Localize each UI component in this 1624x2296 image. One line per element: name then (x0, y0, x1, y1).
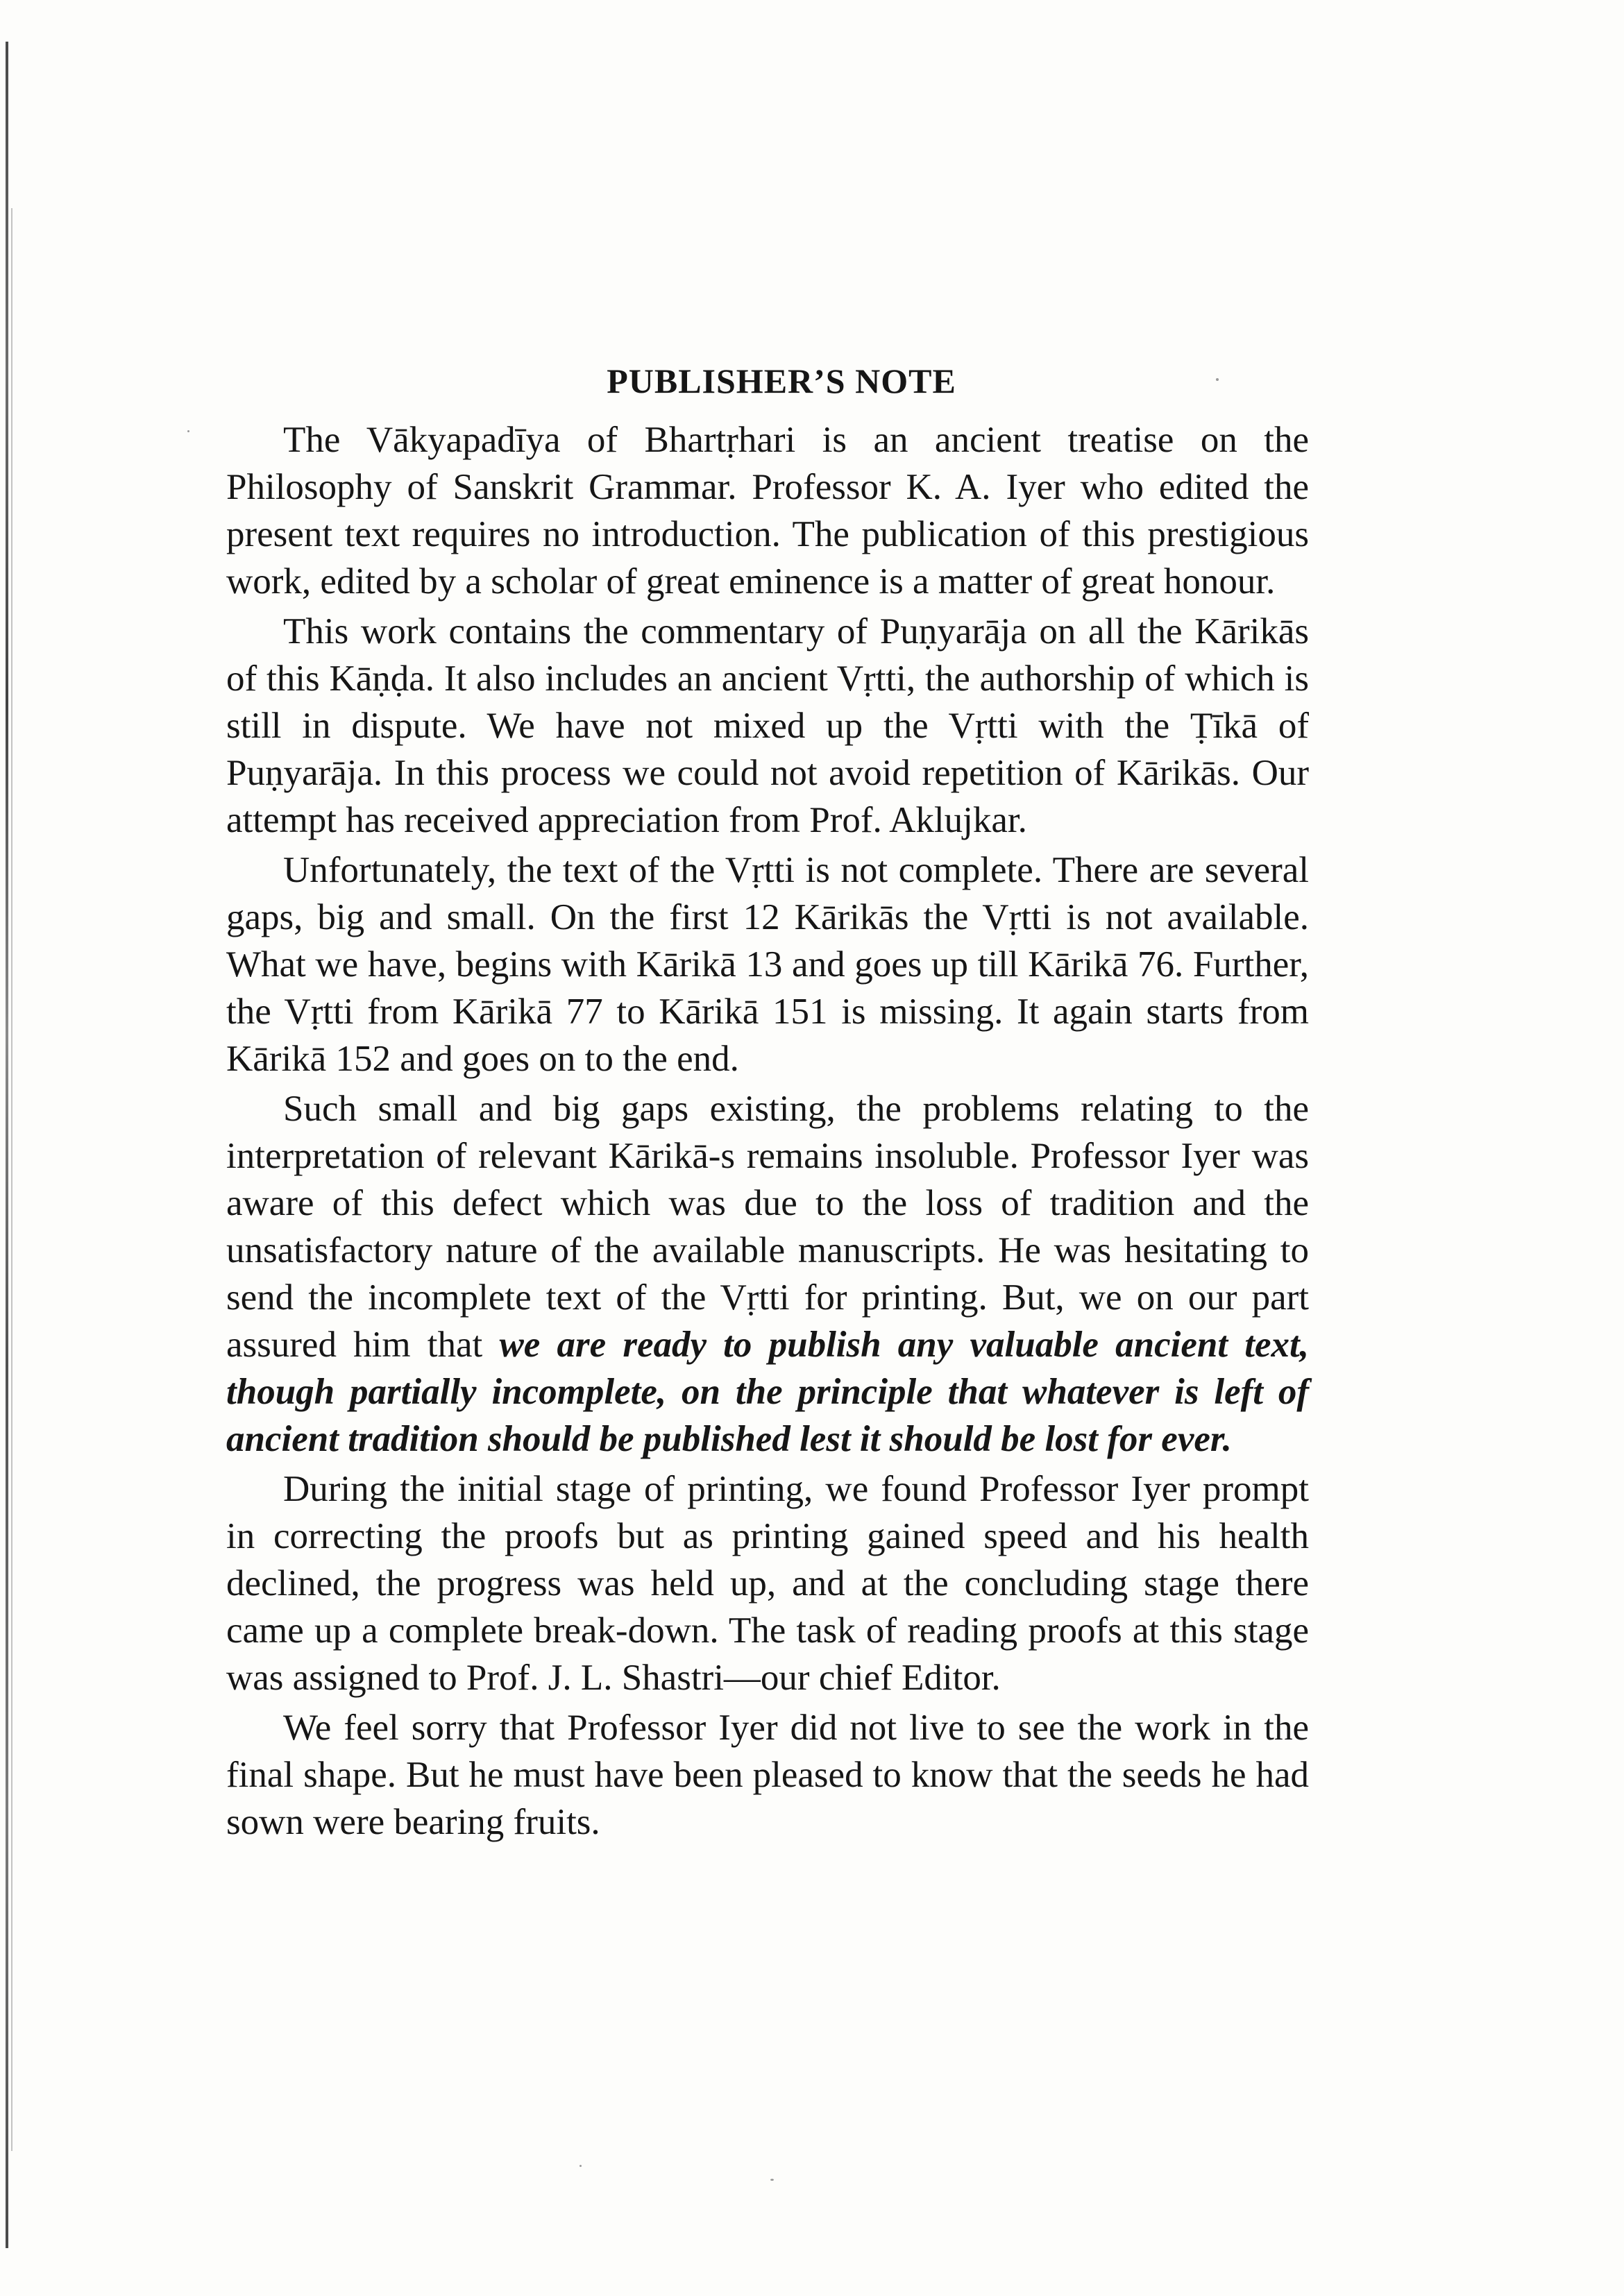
paper-speck (580, 2165, 582, 2167)
paragraph: During the initial stage of printing, we found Professor Iyer prompt in correcting the proofs but as printing gained speed and his health declined, the progress was held up, and at the concluding stage there came up a complete break-down. The task of reading proofs at this stage was assigned to Prof. J. L. Shastri—our chief Editor. (226, 1469, 1309, 1698)
paragraph: This work contains the commentary of Puṇyarāja on all the Kārikās of this Kāṇḍa. It also includes an ancient Vṛtti, the authorship of which is still in dispute. We have not mixed up the Vṛtti with the Ṭīkā of Puṇyarāja. In this process we could not avoid repetition of Kārikās. Our attempt has received appreciation from Prof. Aklujkar. (226, 611, 1309, 840)
note-body (226, 361, 1309, 1848)
paragraph: Unfortunately, the text of the Vṛtti is not complete. There are several gaps, big and small. On the first 12 Kārikās the Vṛtti is not available. What we have, begins with Kārikā 13 and goes up till Kārikā 76. Further, the Vṛtti from Kārikā 77 to Kārikā 151 is missing. It again starts from Kārikā 152 and goes on to the end. (226, 850, 1309, 1079)
paragraph (226, 1085, 1309, 1463)
paper-speck (187, 430, 189, 432)
binding-shadow (11, 208, 12, 2151)
page-title: PUBLISHER’S NOTE (607, 362, 956, 400)
paper-speck (770, 2179, 774, 2181)
emphasized-quote: we are ready to publish any valuable ancient text, though partially incomplete, on the principle that whatever is left of ancient tradition should be published lest it should be lost for ever. (226, 1325, 1310, 1459)
binding-edge (6, 42, 8, 2248)
paragraph: We feel sorry that Professor Iyer did not live to see the work in the final shape. But he must have been pleased to know that the seeds he had sown were bearing fruits. (226, 1708, 1309, 1842)
paragraph-text: Such small and big gaps existing, the problems relating to the interpretation of relevant Kārikā-s remains insoluble. Professor Iyer was aware of this defect which was due to the loss of tradition and the unsatisfactory nature of the available manuscripts. He was hesitating to send the incomplete text of the Vṛtti for printing. But, we on our part assured him that (226, 1089, 1309, 1365)
paragraph: The Vākyapadīya of Bhartṛhari is an ancient treatise on the Philosophy of Sanskrit Grammar. Professor K. A. Iyer who edited the present text requires no introduction. The publication of this prestigious work, edited by a scholar of great eminence is a matter of great honour. (226, 420, 1309, 602)
